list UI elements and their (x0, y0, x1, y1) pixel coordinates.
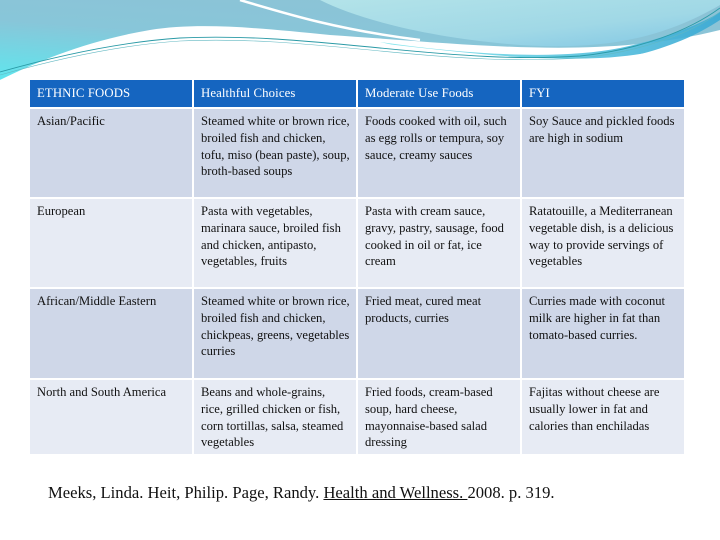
cell-fyi: Soy Sauce and pickled foods are high in sodium (522, 109, 684, 197)
cell-fyi: Curries made with coconut milk are higher in fat than tomato-based curries. (522, 289, 684, 378)
cell-healthful: Pasta with vegetables, marinara sauce, broiled fish and chicken, antipasto, vegetables, fruits (194, 199, 356, 287)
header-moderate-use-foods: Moderate Use Foods (358, 80, 520, 107)
table-header-row (30, 80, 684, 107)
citation (48, 483, 555, 503)
table-row (30, 380, 684, 454)
cell-healthful: Steamed white or brown rice, broiled fish and chicken, chickpeas, greens, vegetables curries (194, 289, 356, 378)
table-row (30, 289, 684, 378)
header-healthful-choices: Healthful Choices (194, 80, 356, 107)
cell-moderate: Fried foods, cream-based soup, hard cheese, mayonnaise-based salad dressing (358, 380, 520, 454)
cell-region: African/Middle Eastern (30, 289, 192, 378)
citation-year-page: 2008. p. 319. (467, 483, 555, 502)
header-ethnic-foods: ETHNIC FOODS (30, 80, 192, 107)
cell-region: North and South America (30, 380, 192, 454)
citation-authors: Meeks, Linda. Heit, Philip. Page, Randy. (48, 483, 324, 502)
cell-fyi: Ratatouille, a Mediterranean vegetable dish, is a delicious way to provide servings of vegetables (522, 199, 684, 287)
citation-book-title: Health and Wellness. (323, 483, 468, 502)
header-fyi: FYI (522, 80, 684, 107)
cell-region: Asian/Pacific (30, 109, 192, 197)
cell-moderate: Pasta with cream sauce, gravy, pastry, sausage, food cooked in oil or fat, ice cream (358, 199, 520, 287)
table-row (30, 109, 684, 197)
table-row (30, 199, 684, 287)
cell-moderate: Fried meat, cured meat products, curries (358, 289, 520, 378)
cell-healthful: Beans and whole-grains, rice, grilled chicken or fish, corn tortillas, salsa, steamed vegetables (194, 380, 356, 454)
cell-region: European (30, 199, 192, 287)
cell-fyi: Fajitas without cheese are usually lower in fat and calories than enchiladas (522, 380, 684, 454)
ethnic-foods-table (28, 78, 686, 456)
cell-moderate: Foods cooked with oil, such as egg rolls or tempura, soy sauce, creamy sauces (358, 109, 520, 197)
cell-healthful: Steamed white or brown rice, broiled fish and chicken, tofu, miso (bean paste), soup, broth-based soups (194, 109, 356, 197)
